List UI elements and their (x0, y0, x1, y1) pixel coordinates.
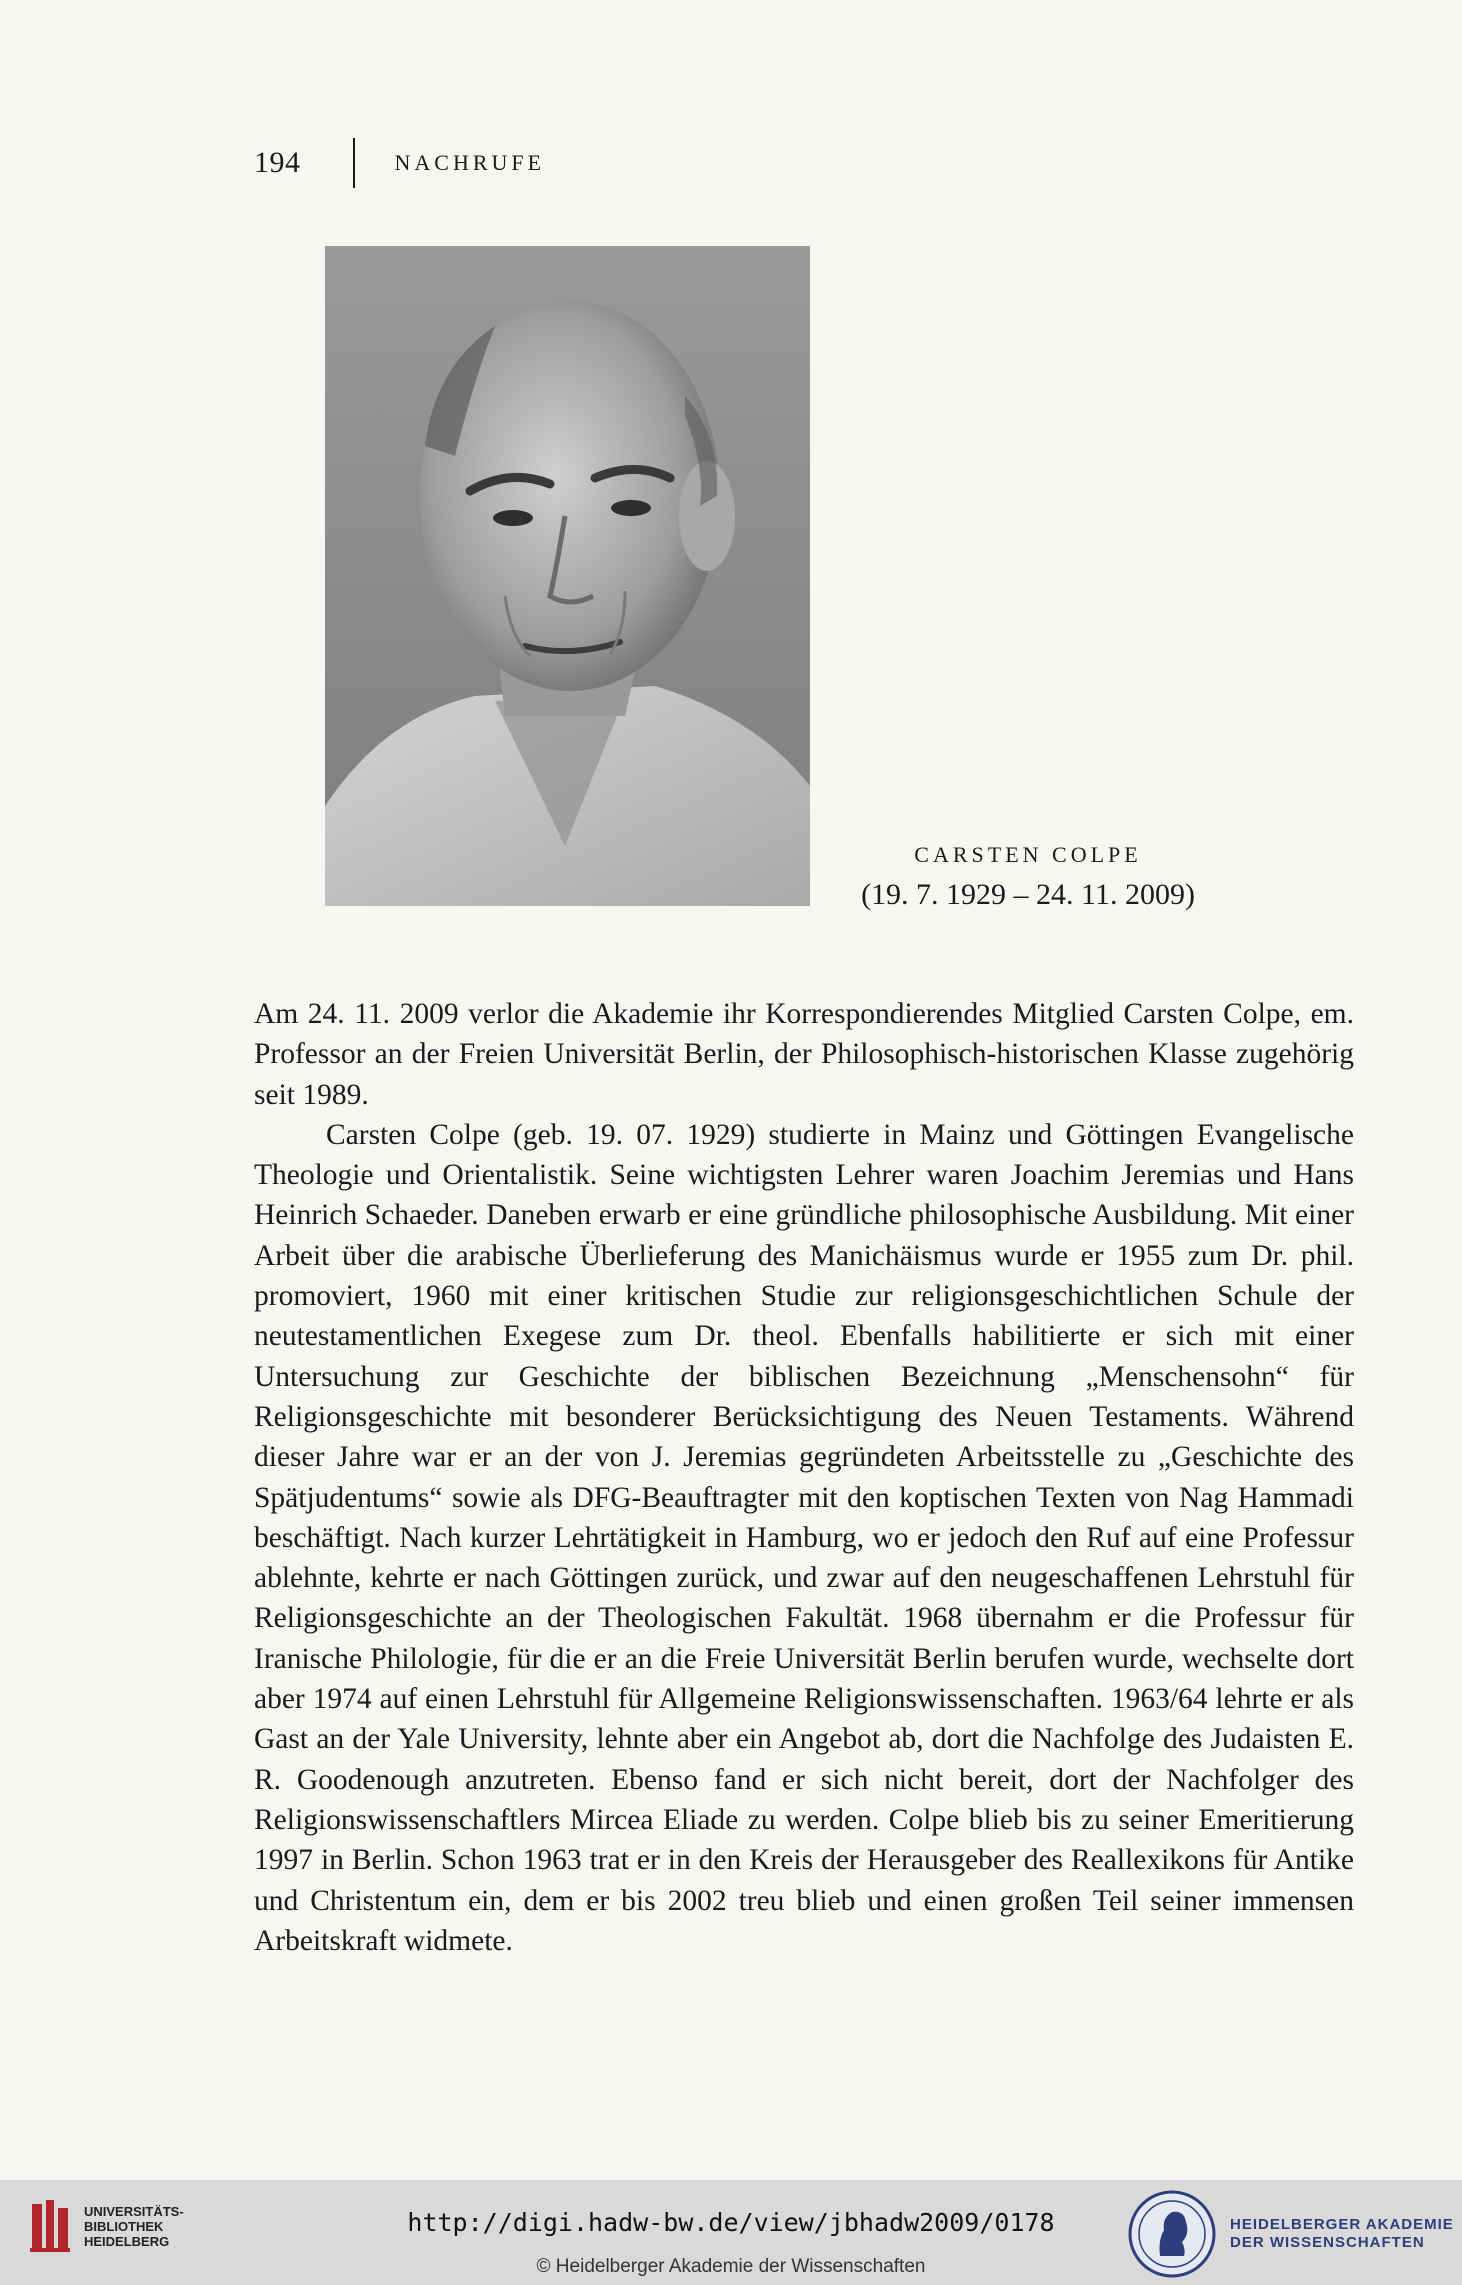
portrait-illustration (325, 246, 810, 906)
copyright-notice: © Heidelberger Akademie der Wissenschaften (536, 2256, 926, 2277)
academy-seal-icon (1128, 2190, 1216, 2278)
header-divider (353, 138, 355, 188)
portrait-photo (325, 246, 810, 906)
obituary-text (254, 994, 1354, 1961)
portrait-caption (858, 842, 1198, 912)
academy-logo-text: HEIDELBERGER AKADEMIE DER WISSENSCHAFTEN (1230, 2216, 1454, 2251)
running-title: NACHRUFE (394, 150, 546, 175)
caption-name: CARSTEN COLPE (914, 842, 1142, 867)
paragraph: Am 24. 11. 2009 verlor die Akademie ihr Korrespondierendes Mitglied Carsten Colpe, em. Professor an der Freien Universität Berlin, der Philosophisch-historischen Klasse zugehörig seit 1989. (254, 998, 1354, 1111)
page-header (254, 138, 545, 188)
library-logo-text: UNIVERSITÄTS- BIBLIOTHEK HEIDELBERG (84, 2203, 184, 2249)
page-number: 194 (254, 146, 301, 179)
paragraph: Carsten Colpe (geb. 19. 07. 1929) studierte in Mainz und Göttingen Evangelische Theologie und Orientalistik. Seine wichtigsten Lehrer waren Joachim Jeremias und Hans Heinrich Schaeder. Daneben erwarb er eine gründliche philosophische Ausbildung. Mit einer Arbeit über die arabische Überlieferung des Manichäismus wurde er 1955 zum Dr. phil. promoviert, 1960 mit einer kritischen Studie zur religionsgeschichtlichen Schule der neutestamentlichen Exegese zum Dr. theol. Ebenfalls habilitierte er sich mit einer Untersuchung zur Geschichte der biblischen Bezeichnung „Menschensohn“ für Religionsgeschichte mit besonderer Berücksichtigung des Neuen Testaments. Während dieser Jahre war er an der von J. Jeremias gegründeten Arbeitsstelle zu „Geschichte des Spätjudentums“ sowie als DFG-Beauftragter mit den koptischen Texten von Nag Hammadi beschäftigt. Nach kurzer Lehrtätigkeit in Hamburg, wo er jedoch den Ruf auf eine Professur ablehnte, kehrte er nach Göttingen zurück, und zwar auf den neugeschaffenen Lehrstuhl für Religionsgeschichte an der Theologischen Fakultät. 1968 übernahm er die Professur für Iranische Philologie, für die er an die Freie Universität Berlin berufen wurde, wechselte dort aber 1974 auf einen Lehrstuhl für Allgemeine Religionswissenschaften. 1963/64 lehrte er als Gast an der Yale University, lehnte aber ein Angebot ab, dort die Nachfolge des Judaisten E. R. Goodenough anzutreten. Ebenso fand er sich nicht bereit, dort der Nachfolger des Religionswissenschaftlers Mircea Eliade zu werden. Colpe blieb bis zu seiner Emeritierung 1997 in Berlin. Schon 1963 trat er in den Kreis der Herausgeber des Reallexikons für Antike und Christentum ein, dem er bis 2002 treu blieb und einen großen Teil seiner immensen Arbeitskraft widmete. (254, 1118, 1354, 1957)
page-url-link[interactable]: http://digi.hadw-bw.de/view/jbhadw2009/0178 (407, 2208, 1055, 2237)
caption-dates: (19. 7. 1929 – 24. 11. 2009) (861, 878, 1195, 911)
academy-logo[interactable] (1128, 2190, 1454, 2278)
